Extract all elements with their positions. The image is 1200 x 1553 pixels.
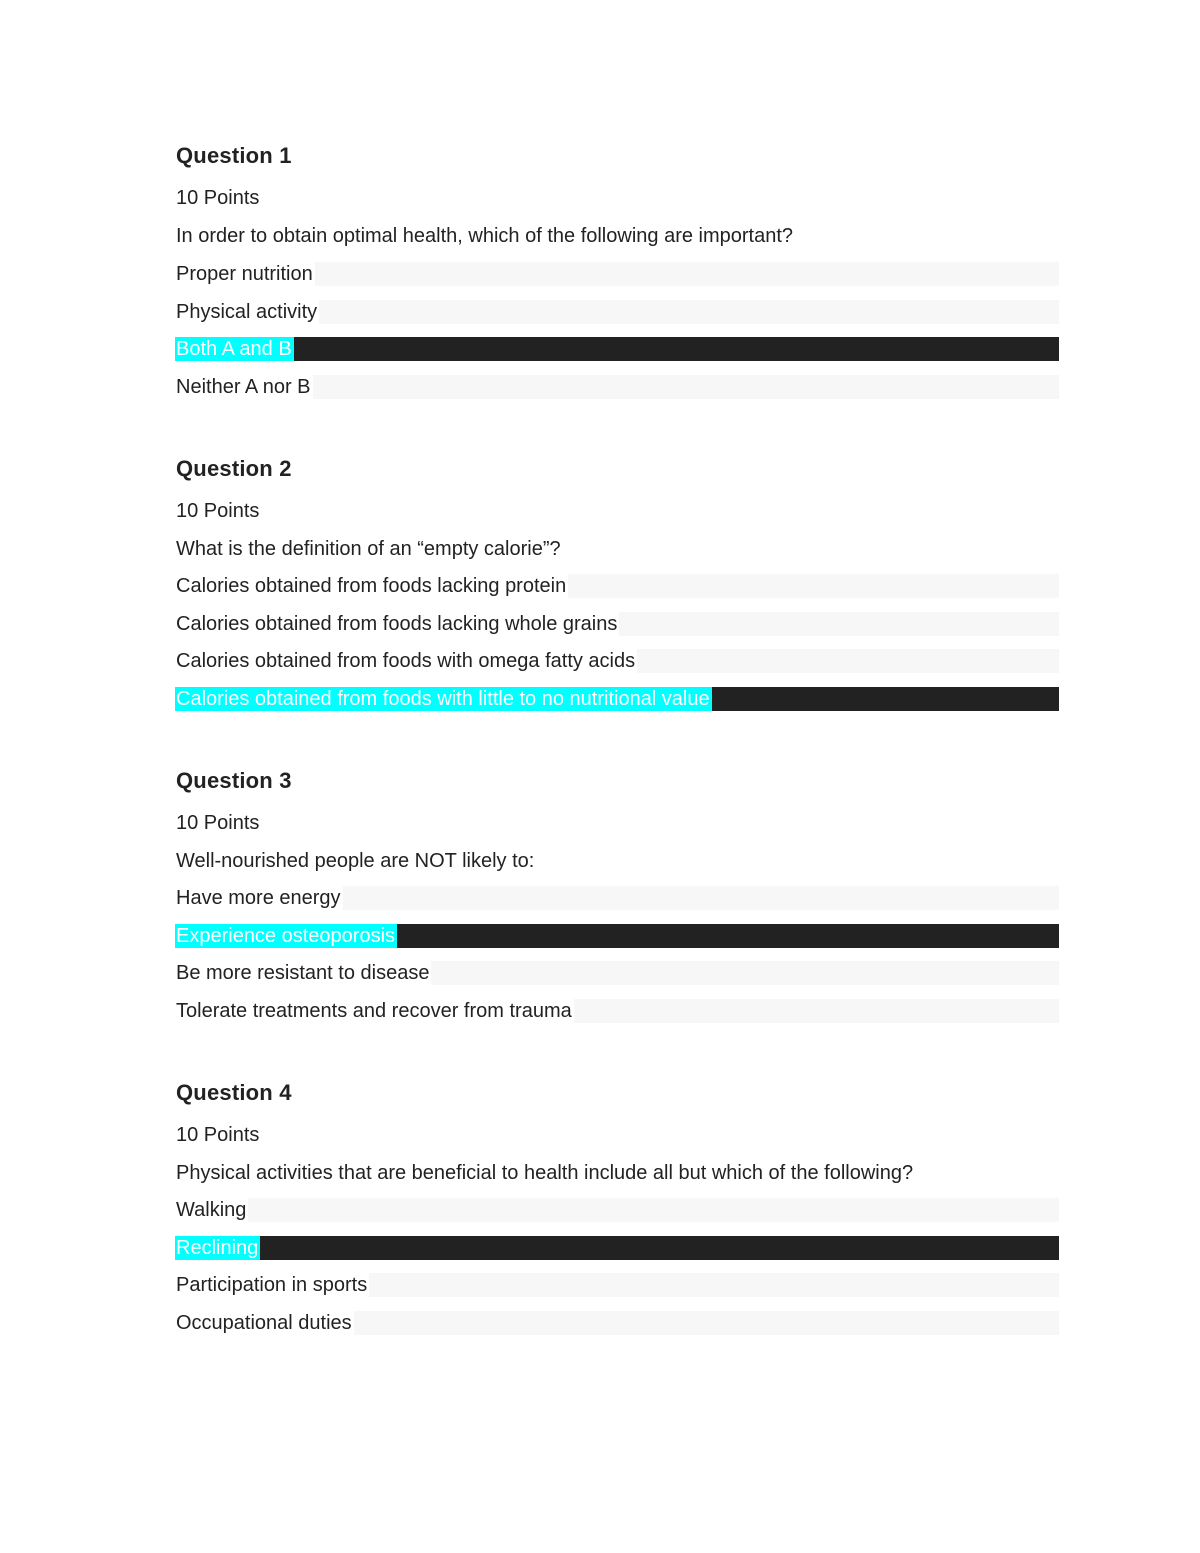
question-text: Physical activities that are beneficial to health include all but which of the following? bbox=[176, 1162, 914, 1184]
answer-option-label: Neither A nor B bbox=[176, 375, 311, 398]
answer-options bbox=[175, 262, 1059, 412]
question-points: 10 Points bbox=[176, 1124, 260, 1146]
answer-option[interactable] bbox=[175, 1198, 1059, 1222]
answer-option-label: Be more resistant to disease bbox=[176, 962, 430, 984]
answer-option-label: Occupational duties bbox=[176, 1311, 352, 1334]
answer-option-label: Calories obtained from foods lacking protein bbox=[176, 575, 567, 597]
answer-option-label: Physical activity bbox=[176, 300, 318, 323]
answer-option-label: Calories obtained from foods lacking whole grains bbox=[176, 612, 618, 635]
answer-option-label: Reclining bbox=[176, 1236, 259, 1259]
question-text: Well-nourished people are NOT likely to: bbox=[176, 850, 535, 872]
question-points: 10 Points bbox=[176, 187, 260, 209]
answer-option[interactable] bbox=[175, 649, 1059, 673]
answer-option[interactable] bbox=[175, 300, 1059, 324]
question-title: Question 2 bbox=[176, 456, 292, 481]
question-title: Question 4 bbox=[176, 1080, 292, 1105]
question-text: In order to obtain optimal health, which of the following are important? bbox=[176, 225, 794, 247]
answer-option-label: Tolerate treatments and recover from trauma bbox=[176, 999, 572, 1022]
answer-options bbox=[175, 886, 1059, 1036]
answer-options bbox=[175, 1198, 1059, 1348]
answer-option-label: Calories obtained from foods with little to no nutritional value bbox=[176, 687, 710, 710]
answer-options bbox=[175, 574, 1059, 724]
answer-option-label: Both A and B bbox=[176, 338, 292, 360]
question-points: 10 Points bbox=[176, 500, 260, 522]
answer-option-label: Participation in sports bbox=[176, 1274, 368, 1296]
answer-option[interactable] bbox=[175, 262, 1059, 286]
answer-option[interactable] bbox=[175, 1311, 1059, 1335]
answer-option[interactable] bbox=[175, 375, 1059, 399]
answer-option-label: Proper nutrition bbox=[176, 263, 313, 285]
answer-option-selected[interactable] bbox=[175, 337, 1059, 361]
answer-option-selected[interactable] bbox=[175, 687, 1059, 711]
answer-option-selected[interactable] bbox=[175, 924, 1059, 948]
question-title: Question 1 bbox=[176, 143, 292, 168]
answer-option[interactable] bbox=[175, 574, 1059, 598]
answer-option-selected[interactable] bbox=[175, 1236, 1059, 1260]
answer-option[interactable] bbox=[175, 886, 1059, 910]
question-points: 10 Points bbox=[176, 812, 260, 834]
answer-option-label: Have more energy bbox=[176, 887, 341, 909]
answer-option-label: Walking bbox=[176, 1199, 247, 1221]
answer-option-label: Experience osteoporosis bbox=[176, 924, 396, 947]
answer-option[interactable] bbox=[175, 1273, 1059, 1297]
question-title: Question 3 bbox=[176, 768, 292, 793]
answer-option[interactable] bbox=[175, 961, 1059, 985]
answer-option[interactable] bbox=[175, 612, 1059, 636]
answer-option[interactable] bbox=[175, 999, 1059, 1023]
answer-option-label: Calories obtained from foods with omega fatty acids bbox=[176, 650, 636, 672]
question-text: What is the definition of an “empty calorie”? bbox=[176, 538, 561, 560]
